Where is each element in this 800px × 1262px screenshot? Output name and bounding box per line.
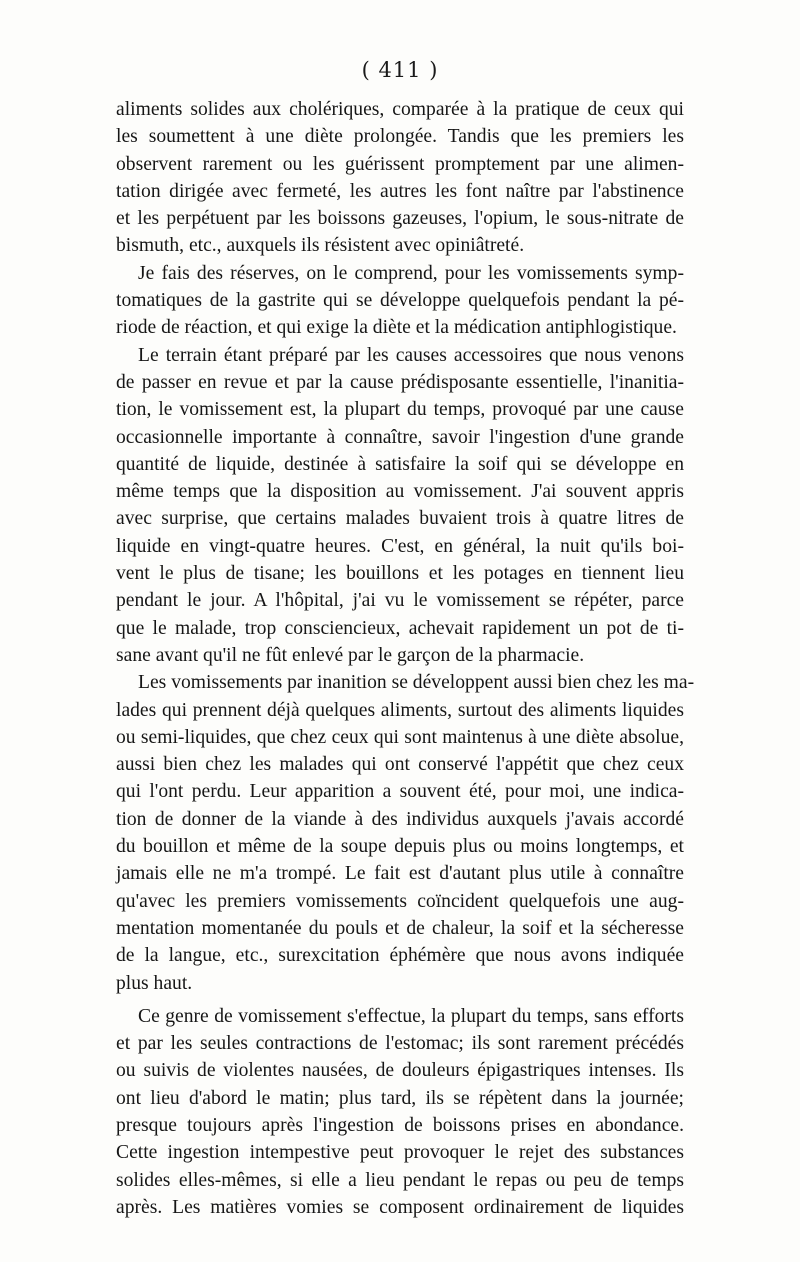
text-line: les soumettent à une diète prolongée. Tandis que les premiers les [116,126,684,148]
text-line: tation dirigée avec fermeté, les autres les font naître par l'abstinence [116,180,684,202]
text-line: et par les seules contractions de l'estomac; ils sont rarement précédés [116,1033,684,1055]
page-number: ( 411 ) [361,58,439,82]
text-line: Les vomissements par inanition se développent aussi bien chez les ma- [138,672,695,694]
text-line: tion de donner de la viande à des individus auxquels j'avais accordé [116,808,684,830]
text-line: ont lieu d'abord le matin; plus tard, ils se répètent dans la journée; [116,1087,684,1109]
paragraph-5 [116,1003,684,1221]
text-line: solides elles-mêmes, si elle a lieu pendant le repas ou peu de temps [116,1169,684,1191]
text-line: tion, le vomissement est, la plupart du temps, provoqué par une cause [116,399,684,421]
paragraph-2 [116,260,684,342]
text-line: après. Les matières vomies se composent ordinairement de liquides [116,1196,684,1218]
text-line: observent rarement ou les guérissent promptement par une alimen- [116,153,684,175]
text-line: pendant le jour. A l'hôpital, j'ai vu le vomissement se répéter, parce [116,590,684,612]
text-line: et les perpétuent par les boissons gazeuses, l'opium, le sous-nitrate de [116,208,684,230]
text-line: mentation momentanée du pouls et de chaleur, la soif et la sécheresse [116,917,684,939]
text-line: Cette ingestion intempestive peut provoquer le rejet des substances [116,1142,684,1164]
text-line: vent le plus de tisane; les bouillons et les potages en tiennent lieu [116,563,684,585]
text-line: Je fais des réserves, on le comprend, pour les vomissements symp- [138,262,684,284]
text-line: quantité de liquide, destinée à satisfaire la soif qui se développe en [116,453,684,475]
text-line: Le terrain étant préparé par les causes accessoires que nous venons [138,344,684,366]
paragraph-3 [116,342,684,670]
text-line: qui l'ont perdu. Leur apparition a souvent été, pour moi, une indica- [116,781,684,803]
text-line: jamais elle ne m'a trompé. Le fait est d'autant plus utile à connaître [116,863,684,885]
text-line: occasionnelle importante à connaître, savoir l'ingestion d'une grande [116,426,684,448]
text-line: tomatiques de la gastrite qui se développe quelquefois pendant la pé- [116,290,684,312]
text-line: aussi bien chez les malades qui ont conservé l'appétit que chez ceux [116,754,684,776]
text-line: que le malade, trop consciencieux, achevait rapidement un pot de ti- [116,617,684,639]
text-line: ou suivis de violentes nausées, de douleurs épigastriques intenses. Ils [116,1060,684,1082]
text-line: ou semi-liquides, que chez ceux qui sont maintenus à une diète absolue, [116,726,684,748]
text-line: du bouillon et même de la soupe depuis plus ou moins longtemps, et [116,836,684,858]
text-line: avec surprise, que certains malades buvaient trois à quatre litres de [116,508,684,530]
text-line: presque toujours après l'ingestion de boissons prises en abondance. [116,1114,684,1136]
text-line: aliments solides aux cholériques, comparée à la pratique de ceux qui [116,99,684,120]
text-line: de passer en revue et par la cause prédisposante essentielle, l'inanitia- [116,371,684,393]
text-line: Ce genre de vomissement s'effectue, la plupart du temps, sans efforts [138,1005,684,1027]
paragraph-4 [116,669,695,997]
text-line: liquide en vingt-quatre heures. C'est, en général, la nuit qu'ils boi- [116,535,684,557]
text-line: plus haut. [116,972,193,994]
paragraph-1 [116,96,684,260]
text-line: riode de réaction, et qui exige la diète et la médication antiphlogistique. [116,317,677,339]
text-line: même temps que la disposition au vomissement. J'ai souvent appris [116,481,684,503]
text-line: lades qui prennent déjà quelques aliments, surtout des aliments liquides [116,699,684,721]
text-line: de la langue, etc., surexcitation éphémère que nous avons indiquée [116,945,684,967]
text-line: bismuth, etc., auxquels ils résistent avec opiniâtreté. [116,235,525,257]
body-text [116,96,695,1221]
text-line: sane avant qu'il ne fût enlevé par le garçon de la pharmacie. [116,644,585,666]
text-line: qu'avec les premiers vomissements coïncident quelquefois une aug- [116,890,684,912]
